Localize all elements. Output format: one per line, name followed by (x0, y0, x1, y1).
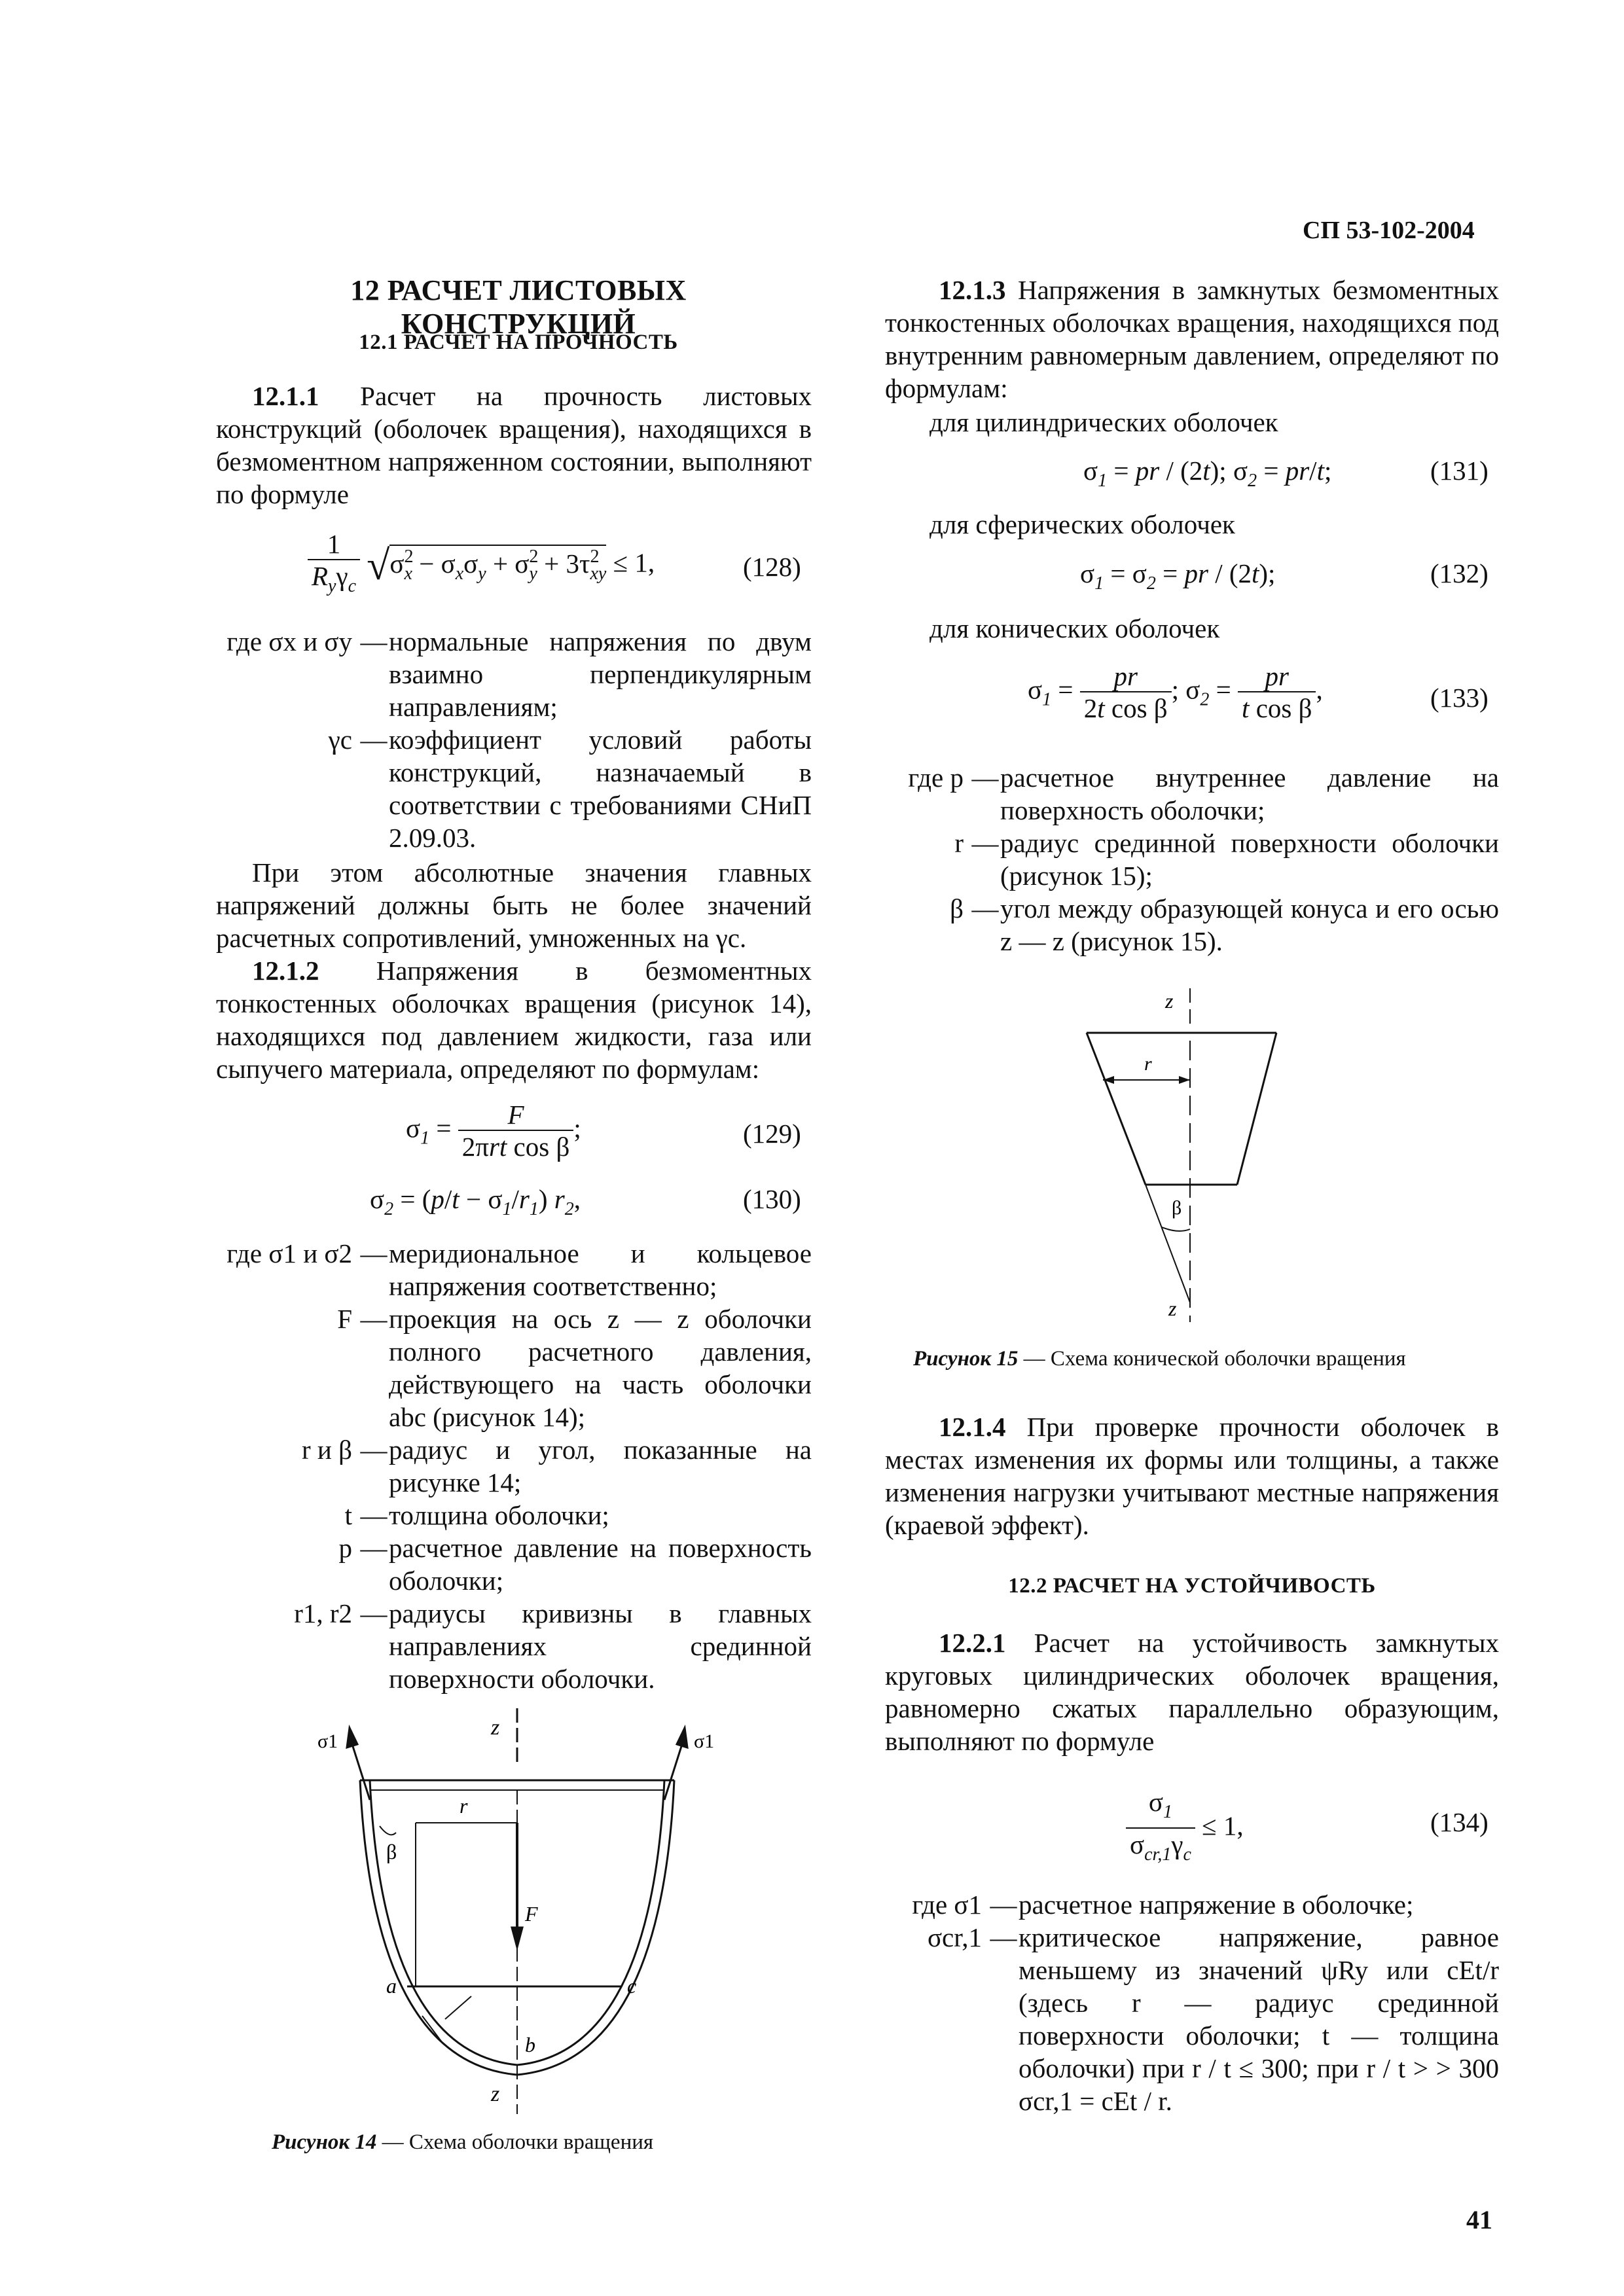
legend-description: радиус срединной поверхности оболочки (рисунок 15); (1000, 828, 1499, 891)
paragraph-text: Напряжения в замкнутых безмоментных тонкостенных оболочках вращения, находящихся под внутренним равномерным давлением, определяют по формулам: (885, 275, 1500, 403)
equation-number-133: (133) (1430, 683, 1489, 713)
legend-symbol: β (950, 893, 964, 924)
label-r: r (1144, 1053, 1152, 1075)
label-beta: β (386, 1840, 397, 1863)
legend-description: радиусы кривизны в главных направлениях срединной поверхности оболочки. (389, 1598, 812, 1694)
label-cylindrical: для цилиндрических оболочек (929, 407, 1278, 437)
legend-description: угол между образующей конуса и его осью z — z (рисунок 15). (1000, 893, 1499, 956)
legend-symbol: r и β (302, 1435, 352, 1465)
equation-number-131: (131) (1430, 456, 1489, 486)
legend-128 (216, 625, 812, 854)
paragraph-12-2-1 (885, 1626, 1499, 1757)
subsection-title-12-2: 12.2 РАСЧЕТ НА УСТОЙЧИВОСТЬ (1008, 1574, 1376, 1598)
legend-133 (885, 761, 1499, 958)
paragraph-text: При проверке прочности оболочек в местах изменения их формы или толщины, а также изменения нагрузки учитывают местные напряжения (краевой эффект). (885, 1412, 1500, 1540)
label-conical: для конических оболочек (929, 613, 1220, 643)
label-a: a (386, 1974, 397, 1998)
legend-row: где p — расчетное внутреннее давление на поверхность оболочки; (885, 761, 1499, 827)
paragraph-12-1-1 (216, 380, 812, 511)
label-beta: β (1172, 1197, 1182, 1219)
paragraph-12-1-3 (885, 274, 1499, 404)
legend-description: расчетное давление на поверхность оболочки; (389, 1533, 812, 1596)
legend-symbol: r (954, 828, 964, 858)
label-z-top: z (1165, 989, 1174, 1013)
legend-description: меридиональное и кольцевое напряжения соответственно; (389, 1238, 812, 1301)
clause-number: 12.1.4 (939, 1412, 1006, 1442)
paragraph-text: Напряжения в безмоментных тонкостенных оболочках вращения (рисунок 14), находящихся под давлением жидкости, газа или сыпучего материала, определяют по формулам: (216, 956, 812, 1084)
label-z-top: z (491, 1715, 500, 1740)
label-sigma1-right: σ1 (694, 1731, 715, 1752)
formula-130: $\sigma_2 = (p/t - \sigma_1/r_1)$ $r_2$, (370, 1184, 581, 1219)
label-r: r (460, 1794, 468, 1818)
clause-number: 12.1.2 (252, 956, 319, 986)
legend-description: критическое напряжение, равное меньшему из значений ψRy или cEt/r (здесь r — радиус срединной поверхности оболочки; t — толщина оболочки) при r / t ≤ 300; при r / t > > 300 σcr,1 = cEt / r. (1019, 1922, 1499, 2116)
formula-131: $\sigma_1$ = pr / (2t); $\sigma_2 = pr/t$; (1083, 456, 1332, 491)
legend-symbol: где σ1 и σ2 (226, 1238, 352, 1268)
label-c: c (627, 1974, 637, 1998)
equation-number-130: (130) (743, 1184, 801, 1214)
formula-133: $\sigma_1$ = $\frac{pr}{\text{2t cos β}}$ ; $\sigma_2$ = $\frac{pr}{\text{t cos β}}$ , (1028, 661, 1323, 723)
caption-text: — Схема конической оболочки вращения (1023, 1347, 1406, 1371)
legend-description: расчетное внутреннее давление на поверхность оболочки; (1000, 762, 1499, 825)
formula-132: $\sigma_1 = \sigma_2$ = pr / (2t); (1080, 558, 1276, 594)
legend-symbol: σcr,1 (927, 1922, 982, 1952)
legend-134 (885, 1888, 1499, 2117)
equation-number-128: (128) (743, 552, 801, 582)
formula-129: $\sigma_1$ = $\frac{F}{\text{2πrt cos β}}$ ; (406, 1100, 581, 1162)
legend-description: проекция на ось z — z оболочки полного расчетного давления, действующего на часть оболочки abc (рисунок 14); (389, 1304, 812, 1432)
document-code: СП 53-102-2004 (1303, 217, 1475, 244)
paragraph-12-1-2 (216, 954, 812, 1085)
legend-symbol: где σx и σy (226, 626, 352, 656)
clause-number: 12.1.3 (939, 275, 1006, 305)
legend-symbol: где p (908, 762, 964, 793)
caption-text: — Схема оболочки вращения (382, 2130, 654, 2154)
legend-symbol: γc (328, 725, 352, 755)
legend-row: r — радиус срединной поверхности оболочки (рисунок 15); (885, 827, 1499, 892)
legend-symbol: r1, r2 (294, 1598, 352, 1628)
label-b: b (525, 2033, 535, 2056)
legend-row: r и β — радиус и угол, показанные на рисунке 14; (216, 1433, 812, 1499)
legend-symbol: где σ1 (912, 1890, 982, 1920)
legend-row: где σ1 и σ2 — меридиональное и кольцевое напряжения соответственно; (216, 1237, 812, 1302)
paragraph-note: При этом абсолютные значения главных напряжений должны быть не более значений расчетных сопротивлений, умноженных на γc. (216, 857, 812, 953)
legend-description: радиус и угол, показанные на рисунке 14; (389, 1435, 812, 1498)
equation-number-132: (132) (1430, 558, 1489, 588)
legend-row: p — расчетное давление на поверхность оболочки; (216, 1532, 812, 1597)
legend-row: β — угол между образующей конуса и его осью z — z (рисунок 15). (885, 892, 1499, 958)
legend-row: r1, r2 — радиусы кривизны в главных направлениях срединной поверхности оболочки. (216, 1597, 812, 1695)
legend-symbol: p (338, 1533, 352, 1563)
equation-number-134: (134) (1430, 1807, 1489, 1837)
legend-row: где σ1 — расчетное напряжение в оболочке; (885, 1888, 1499, 1921)
caption-label: Рисунок 14 (272, 2130, 377, 2154)
legend-description: расчетное напряжение в оболочке; (1019, 1890, 1414, 1920)
legend-row: γc — коэффициент условий работы конструкций, назначаемый в соответствии с требованиями СНиП 2.09.03. (216, 723, 812, 854)
legend-row: t — толщина оболочки; (216, 1499, 812, 1532)
label-z-bottom: z (491, 2082, 500, 2106)
clause-number: 12.2.1 (939, 1628, 1006, 1658)
figure-14-caption (272, 2130, 653, 2155)
paragraph-12-1-4 (885, 1410, 1499, 1541)
label-sigma1-left: σ1 (317, 1731, 338, 1752)
legend-row: F — проекция на ось z — z оболочки полного расчетного давления, действующего на часть оболочки abc (рисунок 14); (216, 1302, 812, 1433)
paragraph-text: Расчет на устойчивость замкнутых круговых цилиндрических оболочек вращения, равномерно сжатых параллельно образующим, выполняют по формуле (885, 1628, 1500, 1756)
formula-134: $\frac{\sigma_1}{\sigma_{cr,1}\gamma_c}$ ≤ 1, (1126, 1787, 1244, 1871)
legend-description: коэффициент условий работы конструкций, назначаемый в соответствии с требованиями СНиП 2.09.03. (389, 725, 812, 853)
legend-129 (216, 1237, 812, 1695)
caption-label: Рисунок 15 (913, 1347, 1019, 1371)
legend-symbol: t (344, 1500, 352, 1530)
legend-symbol: F (337, 1304, 352, 1334)
legend-row: σcr,1 — критическое напряжение, равное меньшему из значений ψRy или cEt/r (здесь r — радиус срединной поверхности оболочки; t — толщина оболочки) при r / t ≤ 300; при r / t > > 300 σcr,1 = cEt / r. (885, 1921, 1499, 2117)
paragraph-text: Расчет на прочность листовых конструкций (оболочек вращения), находящихся в безмоментном напряженном состоянии, выполняют по формуле (216, 381, 812, 509)
figure-15-conical-shell-diagram (1074, 988, 1322, 1329)
section-title: 12 РАСЧЕТ ЛИСТОВЫХ КОНСТРУКЦИЙ (350, 274, 687, 340)
subsection-title: 12.1 РАСЧЕТ НА ПРОЧНОСТЬ (359, 331, 678, 354)
figure-15-caption (913, 1347, 1406, 1371)
clause-number: 12.1.1 (252, 381, 319, 411)
label-spherical: для сферических оболочек (929, 509, 1235, 539)
label-F: F (525, 1902, 538, 1926)
label-z-bottom: z (1168, 1297, 1177, 1320)
legend-row: где σx и σy — нормальные напряжения по двум взаимно перпендикулярным направлениям; (216, 625, 812, 723)
legend-description: нормальные напряжения по двум взаимно перпендикулярным направлениям; (389, 626, 812, 722)
formula-128: $\frac{1}{R_y\gamma_c}$ $√\sigma^2_x - \sigma_x\sigma_y + \sigma^2_y + 3\tau^2_{xy} \le 1$, (308, 529, 727, 601)
page-number: 41 (1466, 2205, 1492, 2234)
equation-number-129: (129) (743, 1119, 801, 1149)
legend-description: толщина оболочки; (389, 1500, 609, 1530)
figure-14-shell-diagram (281, 1708, 766, 2114)
